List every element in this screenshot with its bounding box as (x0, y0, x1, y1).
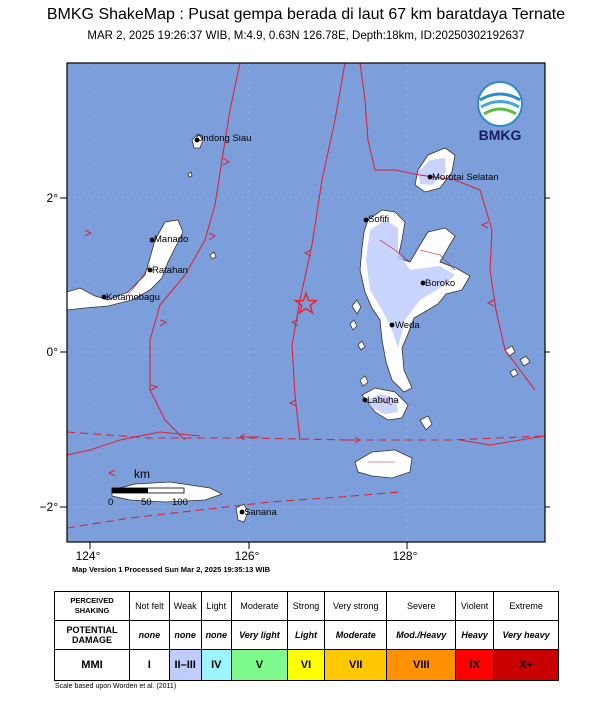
legend-mmi-cell: IX (456, 650, 494, 681)
label-sanana: Sanana (244, 507, 277, 518)
legend-damage-cell: Moderate (324, 621, 387, 650)
legend-damage-cell: Very light (231, 621, 287, 650)
legend-shaking-cell: Severe (387, 592, 456, 621)
legend-damage-cell: none (130, 621, 170, 650)
legend-row-mmi (55, 650, 559, 681)
label-labuha: Labuha (367, 395, 399, 406)
legend-shaking-cell: Very strong (324, 592, 387, 621)
scale-tick-100: 100 (172, 497, 188, 508)
tick-x-126: 126° (234, 549, 260, 563)
scale-unit-label: km (134, 467, 150, 481)
scale-tick-50: 50 (141, 497, 152, 508)
label-ondong-siau: Ondong Siau (196, 133, 252, 144)
legend-mmi-cell: IV (201, 650, 231, 681)
legend-shaking-cell: Moderate (231, 592, 287, 621)
bmkg-logo (478, 82, 522, 143)
legend-damage-cell: Mod./Heavy (387, 621, 456, 650)
tick-y-0: 0° (46, 345, 58, 359)
legend-shaking-cell: Not felt (130, 592, 170, 621)
scale-note: Scale based upon Worden et al. (2011) (55, 683, 177, 690)
legend-rowhead-damage: POTENTIAL DAMAGE (55, 621, 130, 650)
label-morotai-selatan: Morotai Selatan (432, 172, 499, 183)
legend-damage-cell: Heavy (456, 621, 494, 650)
legend-rowhead-shaking: PERCEIVED SHAKING (55, 592, 130, 621)
label-sofifi: Sofifi (368, 214, 390, 225)
legend-mmi-cell: V (231, 650, 287, 681)
legend-shaking-cell: Light (201, 592, 231, 621)
legend-rowhead-mmi: MMI (55, 650, 130, 681)
tick-x-124: 124° (75, 549, 101, 563)
label-boroko: Boroko (425, 278, 456, 289)
map-version-text: Map Version 1 Processed Sun Mar 2, 2025 19:35:13 WIB (72, 565, 271, 574)
tick-y-2: 2° (46, 191, 58, 205)
legend-mmi-cell: VIII (387, 650, 456, 681)
tick-y-minus2: −2° (39, 500, 58, 514)
label-kotamobagu: Kotamobagu (106, 292, 160, 303)
map-subtitle: MAR 2, 2025 19:26:37 WIB, M:4.9, 0.63N 126.78E, Depth:18km, ID:20250302192637 (87, 30, 525, 42)
legend-shaking-cell: Extreme (494, 592, 559, 621)
legend-mmi-cell: VII (324, 650, 387, 681)
legend-mmi-cell: VI (287, 650, 324, 681)
label-manado: Manado (154, 234, 189, 245)
intensity-legend (54, 591, 559, 681)
legend-shaking-cell: Strong (287, 592, 324, 621)
legend-damage-cell: none (201, 621, 231, 650)
legend-damage-cell: none (169, 621, 201, 650)
legend-shaking-cell: Violent (456, 592, 494, 621)
map-title: BMKG ShakeMap : Pusat gempa berada di laut 67 km baratdaya Ternate (46, 6, 566, 23)
legend-shaking-cell: Weak (169, 592, 201, 621)
legend-mmi-cell: II–III (169, 650, 201, 681)
legend-row-shaking (55, 592, 559, 621)
legend-damage-cell: Very heavy (494, 621, 559, 650)
legend-mmi-cell: I (130, 650, 170, 681)
label-ratahan: Ratahan (152, 265, 188, 276)
tick-x-128: 128° (392, 549, 418, 563)
legend-mmi-cell: X+ (494, 650, 559, 681)
label-weda: Weda (395, 320, 420, 331)
bmkg-logo-text: BMKG (478, 127, 522, 143)
legend-damage-cell: Light (287, 621, 324, 650)
scale-tick-0: 0 (108, 497, 114, 508)
legend-row-damage (55, 621, 559, 650)
